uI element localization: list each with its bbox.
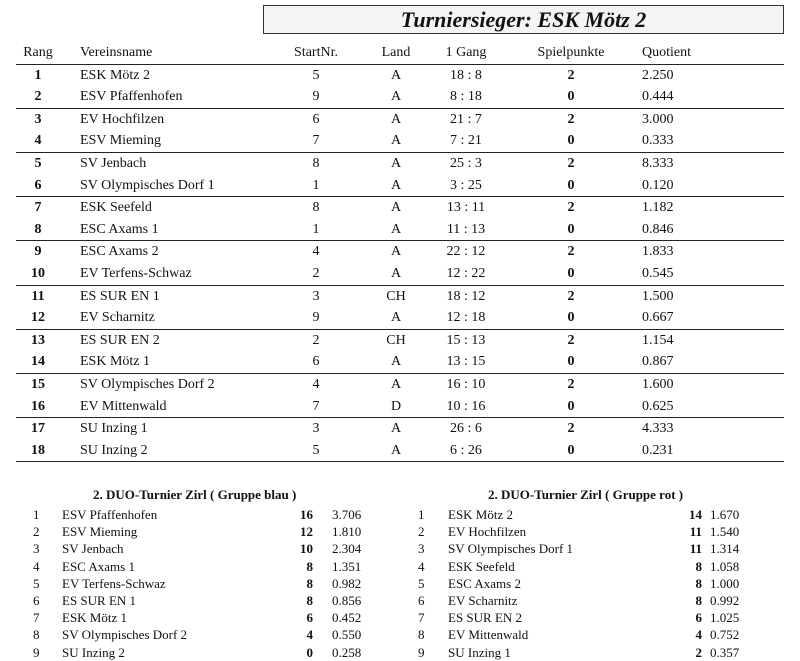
match-group: [16, 373, 784, 417]
cell-start: 4: [312, 376, 320, 392]
cell-pts: 6: [306, 610, 313, 626]
cell-name: SV Jenbach: [80, 155, 147, 171]
cell-quot: 1.182: [642, 200, 674, 216]
cell-rang: 15: [31, 376, 45, 392]
cell-rang: 1: [34, 67, 42, 83]
cell-start: 6: [312, 111, 320, 127]
cell-gang: 3 : 25: [450, 177, 482, 193]
cell-land: A: [390, 133, 402, 149]
cell-land: A: [390, 200, 402, 216]
cell-name: ESK Seefeld: [80, 200, 152, 216]
cell-pts: 6: [695, 610, 702, 626]
cell-sp: 0: [567, 265, 575, 281]
cell-sp: 2: [567, 67, 575, 83]
cell-start: 7: [312, 398, 320, 414]
table-row: [16, 219, 784, 241]
cell-name: SV Olympisches Dorf 2: [80, 376, 215, 392]
cell-gang: 25 : 3: [450, 155, 482, 171]
cell-rang: 17: [31, 421, 45, 437]
list-item: [33, 558, 403, 575]
cell-start: 5: [312, 67, 320, 83]
cell-start: 1: [312, 221, 320, 237]
cell-sp: 0: [567, 354, 575, 370]
match-group: [16, 240, 784, 284]
cell-land: A: [390, 67, 402, 83]
header-startnr: StartNr.: [294, 45, 338, 60]
cell-name: ES SUR EN 2: [80, 332, 160, 348]
cell-q: 0.357: [710, 644, 740, 660]
cell-sp: 2: [567, 376, 575, 392]
match-group: [16, 152, 784, 196]
cell-pos: 1: [33, 507, 40, 522]
cell-sp: 0: [567, 133, 575, 149]
cell-pts: 4: [306, 627, 313, 643]
cell-land: A: [390, 265, 402, 281]
cell-quot: 3.000: [642, 111, 674, 127]
cell-rang: 9: [34, 244, 42, 260]
cell-name: EV Scharnitz: [448, 592, 518, 608]
header-rang: Rang: [23, 45, 53, 60]
cell-pts: 8: [306, 558, 313, 574]
duo-rot-table: [418, 484, 788, 661]
list-item: [418, 540, 788, 557]
cell-name: EV Terfens-Schwaz: [80, 265, 192, 281]
cell-rang: 10: [31, 265, 45, 281]
cell-sp: 0: [567, 221, 575, 237]
cell-gang: 26 : 6: [450, 421, 482, 437]
cell-quot: 0.625: [642, 398, 674, 414]
match-group: [16, 108, 784, 152]
cell-name: ES SUR EN 2: [448, 610, 523, 626]
page-title: Turniersieger: ESK Mötz 2: [263, 5, 784, 34]
list-item: [33, 609, 403, 626]
match-group: [16, 329, 784, 373]
cell-name: ESK Seefeld: [448, 558, 515, 574]
cell-start: 9: [312, 310, 320, 326]
cell-gang: 13 : 11: [446, 200, 486, 216]
table-row: [16, 86, 784, 108]
table-row: [16, 175, 784, 197]
table-header: [16, 42, 784, 64]
cell-rang: 12: [31, 310, 45, 326]
cell-pos: 7: [33, 610, 40, 626]
cell-gang: 10 : 16: [446, 398, 486, 414]
cell-name: ESC Axams 1: [62, 558, 135, 574]
cell-q: 0.982: [332, 575, 362, 591]
cell-pts: 14: [689, 507, 702, 522]
cell-quot: 1.500: [642, 288, 674, 304]
cell-pts: 8: [695, 592, 702, 608]
cell-q: 1.351: [332, 558, 362, 574]
cell-name: SU Inzing 1: [448, 644, 511, 660]
cell-name: SV Olympisches Dorf 1: [80, 177, 215, 193]
list-item: [33, 523, 403, 540]
cell-quot: 1.600: [642, 376, 674, 392]
cell-gang: 21 : 7: [450, 111, 482, 127]
cell-land: A: [390, 177, 402, 193]
cell-rang: 6: [34, 177, 42, 193]
cell-pts: 11: [689, 524, 702, 540]
cell-pos: 2: [418, 524, 425, 540]
cell-sp: 2: [567, 421, 575, 437]
cell-name: ESC Axams 2: [80, 244, 159, 260]
cell-q: 0.856: [332, 592, 362, 608]
list-item: [33, 644, 403, 661]
cell-sp: 0: [567, 310, 575, 326]
cell-quot: 1.154: [642, 332, 674, 348]
cell-rang: 7: [34, 200, 42, 216]
cell-rang: 14: [31, 354, 45, 370]
cell-name: ESV Pfaffenhofen: [80, 89, 183, 105]
cell-q: 2.304: [332, 541, 362, 557]
table-row: [16, 440, 784, 462]
cell-rang: 3: [34, 111, 42, 127]
duo-blau-title: 2. DUO-Turnier Zirl ( Gruppe blau ): [93, 487, 297, 502]
cell-land: A: [390, 244, 402, 260]
cell-q: 0.550: [332, 627, 362, 643]
cell-rang: 2: [34, 89, 42, 105]
cell-start: 5: [312, 442, 320, 458]
cell-start: 7: [312, 133, 320, 149]
cell-pos: 1: [418, 507, 425, 522]
cell-rang: 16: [31, 398, 45, 414]
cell-pos: 9: [33, 644, 40, 660]
cell-quot: 1.833: [642, 244, 674, 260]
cell-rang: 11: [31, 288, 45, 304]
cell-land: D: [390, 398, 402, 414]
cell-gang: 16 : 10: [446, 376, 486, 392]
table-row: [16, 263, 784, 285]
cell-name: ES SUR EN 1: [62, 592, 137, 608]
cell-gang: 18 : 12: [446, 288, 486, 304]
cell-pts: 4: [695, 627, 702, 643]
list-item: [33, 506, 403, 523]
cell-sp: 0: [567, 442, 575, 458]
cell-pos: 8: [418, 627, 425, 643]
cell-name: EV Hochfilzen: [80, 111, 165, 127]
cell-start: 8: [312, 155, 320, 171]
cell-pts: 11: [689, 541, 702, 557]
cell-land: A: [390, 376, 402, 392]
cell-name: EV Scharnitz: [80, 310, 155, 326]
cell-pts: 8: [306, 592, 313, 608]
cell-land: A: [390, 221, 402, 237]
cell-rang: 4: [34, 133, 42, 149]
cell-pos: 5: [33, 575, 40, 591]
table-row: [16, 65, 784, 87]
cell-q: 3.706: [332, 507, 362, 522]
cell-name: EV Mittenwald: [80, 398, 167, 414]
cell-q: 1.000: [710, 575, 740, 591]
cell-sp: 2: [567, 111, 575, 127]
cell-q: 0.992: [710, 592, 740, 608]
cell-land: A: [390, 89, 402, 105]
cell-q: 0.258: [332, 644, 362, 660]
cell-rang: 13: [31, 332, 45, 348]
cell-pts: 0: [306, 644, 313, 660]
match-group: [16, 285, 784, 329]
cell-gang: 13 : 15: [446, 354, 486, 370]
cell-pos: 4: [418, 558, 425, 574]
cell-pts: 2: [695, 644, 702, 660]
list-item: [418, 506, 788, 523]
cell-gang: 22 : 12: [446, 244, 486, 260]
list-item: [418, 644, 788, 661]
cell-quot: 4.333: [642, 421, 674, 437]
cell-name: ESC Axams 2: [448, 575, 521, 591]
results-table: [16, 42, 784, 462]
cell-gang: 11 : 13: [446, 221, 486, 237]
list-item: [418, 523, 788, 540]
table-row: [16, 418, 784, 440]
cell-sp: 2: [567, 155, 575, 171]
cell-quot: 0.667: [642, 310, 674, 326]
cell-name: EV Mittenwald: [448, 627, 529, 643]
cell-start: 2: [312, 332, 320, 348]
cell-q: 1.058: [710, 558, 740, 574]
duo-blau-body: [33, 506, 403, 661]
cell-q: 1.670: [710, 507, 740, 522]
cell-sp: 2: [567, 332, 575, 348]
cell-pos: 4: [33, 558, 40, 574]
cell-q: 0.452: [332, 610, 362, 626]
cell-land: A: [390, 310, 402, 326]
cell-name: SV Jenbach: [62, 541, 124, 557]
table-row: [16, 286, 784, 308]
list-item: [33, 626, 403, 643]
table-row: [16, 396, 784, 418]
cell-sp: 2: [567, 200, 575, 216]
cell-gang: 7 : 21: [450, 133, 482, 149]
cell-pos: 2: [33, 524, 40, 540]
cell-name: ESV Mieming: [80, 133, 162, 149]
cell-pts: 8: [695, 558, 702, 574]
cell-gang: 12 : 22: [446, 265, 486, 281]
cell-rang: 8: [34, 221, 42, 237]
cell-pos: 8: [33, 627, 40, 643]
match-group: [16, 64, 784, 108]
list-item: [418, 609, 788, 626]
cell-gang: 8 : 18: [450, 89, 482, 105]
duo-blau-table: [33, 484, 403, 661]
cell-sp: 0: [567, 398, 575, 414]
cell-start: 3: [312, 288, 320, 304]
cell-pos: 6: [418, 592, 425, 608]
list-item: [33, 592, 403, 609]
table-row: [16, 241, 784, 263]
list-item: [33, 540, 403, 557]
table-row: [16, 351, 784, 373]
cell-sp: 0: [567, 177, 575, 193]
list-item: [418, 558, 788, 575]
cell-name: ESK Mötz 2: [448, 507, 513, 522]
cell-pos: 7: [418, 610, 425, 626]
cell-name: SU Inzing 2: [62, 644, 125, 660]
duo-rot-body: [418, 506, 788, 661]
cell-q: 1.025: [710, 610, 740, 626]
cell-quot: 8.333: [642, 155, 674, 171]
cell-name: ESC Axams 1: [80, 221, 159, 237]
cell-gang: 15 : 13: [446, 332, 486, 348]
header-land: Land: [381, 45, 411, 60]
cell-quot: 0.545: [642, 265, 674, 281]
header-vereinsname: Vereinsname: [80, 45, 153, 60]
cell-land: CH: [386, 288, 406, 304]
cell-quot: 0.444: [642, 89, 674, 105]
table-body: [16, 64, 784, 463]
cell-start: 6: [312, 354, 320, 370]
cell-land: A: [390, 155, 402, 171]
table-row: [16, 153, 784, 175]
cell-pts: 12: [300, 524, 313, 540]
header-quotient: Quotient: [642, 45, 691, 60]
cell-rang: 18: [31, 442, 45, 458]
cell-q: 1.540: [710, 524, 740, 540]
match-group: [16, 196, 784, 240]
cell-rang: 5: [34, 155, 42, 171]
cell-land: A: [390, 442, 402, 458]
match-group: [16, 417, 784, 462]
cell-name: SU Inzing 1: [80, 421, 148, 437]
cell-q: 1.810: [332, 524, 362, 540]
cell-pos: 6: [33, 592, 40, 608]
table-row: [16, 130, 784, 152]
cell-sp: 0: [567, 89, 575, 105]
cell-gang: 12 : 18: [446, 310, 486, 326]
cell-quot: 0.231: [642, 442, 674, 458]
cell-name: ESV Mieming: [62, 524, 138, 540]
cell-name: EV Hochfilzen: [448, 524, 527, 540]
cell-pos: 3: [33, 541, 40, 557]
cell-land: CH: [386, 332, 406, 348]
cell-pts: 8: [306, 575, 313, 591]
cell-start: 8: [312, 200, 320, 216]
cell-quot: 0.867: [642, 354, 674, 370]
cell-sp: 2: [567, 288, 575, 304]
cell-name: ESV Pfaffenhofen: [62, 507, 158, 522]
cell-name: SV Olympisches Dorf 2: [62, 627, 188, 643]
cell-pts: 10: [300, 541, 313, 557]
cell-start: 1: [312, 177, 320, 193]
cell-start: 9: [312, 89, 320, 105]
cell-land: A: [390, 354, 402, 370]
cell-gang: 18 : 8: [450, 67, 482, 83]
cell-name: ES SUR EN 1: [80, 288, 160, 304]
cell-quot: 0.120: [642, 177, 674, 193]
cell-name: ESK Mötz 1: [62, 610, 127, 626]
table-row: [16, 109, 784, 131]
cell-start: 3: [312, 421, 320, 437]
cell-name: SV Olympisches Dorf 1: [448, 541, 574, 557]
duo-rot-title: 2. DUO-Turnier Zirl ( Gruppe rot ): [488, 487, 684, 502]
cell-name: SU Inzing 2: [80, 442, 148, 458]
list-item: [418, 626, 788, 643]
cell-pos: 3: [418, 541, 425, 557]
cell-q: 0.752: [710, 627, 740, 643]
cell-pts: 8: [695, 575, 702, 591]
cell-quot: 0.333: [642, 133, 674, 149]
table-row: [16, 330, 784, 352]
cell-name: EV Terfens-Schwaz: [62, 575, 166, 591]
cell-start: 2: [312, 265, 320, 281]
cell-quot: 0.846: [642, 221, 674, 237]
table-row: [16, 197, 784, 219]
cell-land: A: [390, 421, 402, 437]
table-row: [16, 374, 784, 396]
cell-sp: 2: [567, 244, 575, 260]
list-item: [418, 575, 788, 592]
cell-land: A: [390, 111, 402, 127]
cell-name: ESK Mötz 1: [80, 354, 150, 370]
cell-pos: 5: [418, 575, 425, 591]
list-item: [418, 592, 788, 609]
cell-pts: 16: [300, 507, 313, 522]
cell-gang: 6 : 26: [450, 442, 482, 458]
header-gang: 1 Gang: [445, 45, 487, 60]
cell-name: ESK Mötz 2: [80, 67, 150, 83]
list-item: [33, 575, 403, 592]
cell-quot: 2.250: [642, 67, 674, 83]
cell-start: 4: [312, 244, 320, 260]
header-spielpunkte: Spielpunkte: [537, 45, 605, 60]
cell-pos: 9: [418, 644, 425, 660]
table-row: [16, 307, 784, 329]
cell-q: 1.314: [710, 541, 740, 557]
